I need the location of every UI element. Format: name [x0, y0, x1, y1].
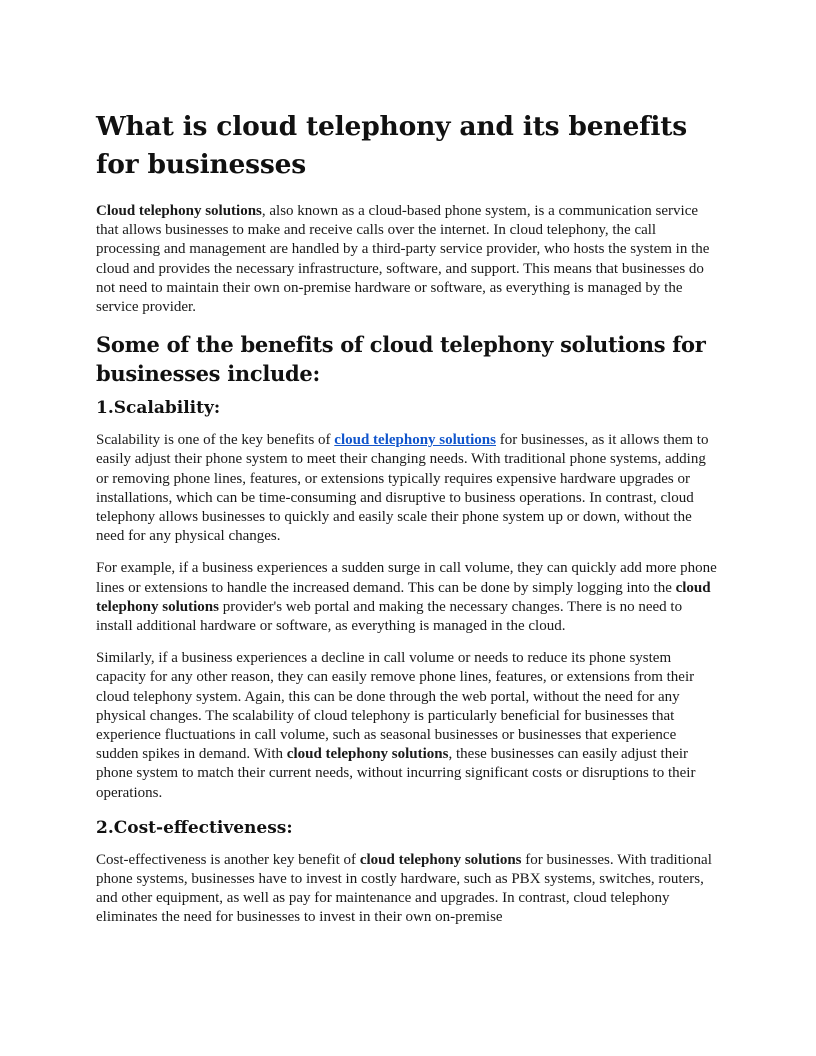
scalability-p2-before: For example, if a business experiences a sudden surge in call volume, they can quickly add more phone lines or extensions to handle the increased demand. This can be done by simply logging into the	[96, 560, 717, 596]
cost-p1-before: Cost-effectiveness is another key benefit of	[96, 851, 360, 868]
scalability-paragraph-1	[96, 431, 722, 546]
scalability-p2-after: provider's web portal and making the necessary changes. There is no need to install additional hardware or software, as everything is managed in the cloud.	[96, 598, 683, 635]
scalability-p1-before: Scalability is one of the key benefits of	[96, 432, 335, 449]
page-title: What is cloud telephony and its benefits for businesses	[96, 111, 687, 180]
scalability-p3-before: Similarly, if a business experiences a decline in call volume or needs to reduce its phone system capacity for any other reason, they can easily remove phone lines, features, or extensions from their cloud telephony system. Again, this can be done through the web portal, without the need for any physical changes. The scalability of cloud telephony is particularly beneficial for businesses that experience fluctuations in call volume, such as seasonal businesses or businesses that experience sudden spikes in demand. With	[96, 650, 695, 763]
scalability-p2-bold: cloud telephony solutions	[96, 579, 711, 615]
scalability-p3-bold: cloud telephony solutions	[286, 746, 449, 763]
scalability-p3-after: , these businesses can easily adjust their phone system to match their current needs, without incurring significant costs or disruptions to their operations.	[96, 746, 696, 801]
cost-heading: 2.Cost-effectiveness:	[96, 817, 293, 838]
cloud-telephony-link[interactable]: cloud telephony solutions	[334, 432, 496, 449]
benefits-heading: Some of the benefits of cloud telephony solutions for businesses include:	[96, 332, 706, 387]
cost-p1-after: for businesses. With traditional phone systems, businesses have to invest in costly hardware, such as PBX systems, switches, routers, and other equipment, as well as pay for maintenance and upgrades. In contrast, cloud telephony eliminates the need for businesses to invest in their own on-premise	[96, 851, 712, 926]
intro-bold-term: Cloud telephony solutions	[96, 203, 262, 219]
scalability-heading: 1.Scalability:	[96, 398, 221, 419]
intro-text: , also known as a cloud-based phone system, is a communication service that allows businesses to make and receive calls over the internet. In cloud telephony, the call processing and management are handled by a third-party service provider, who hosts the system in the cloud and provides the necessary infrastructure, software, and support. This means that businesses do not need to maintain their own on-premise hardware or software, as everything is managed by the service provider.	[96, 203, 710, 316]
document-page	[96, 108, 722, 941]
cost-p1-bold: cloud telephony solutions	[359, 851, 522, 868]
scalability-paragraph-2	[96, 559, 722, 636]
intro-paragraph	[96, 202, 722, 317]
cost-paragraph-1	[96, 851, 722, 928]
scalability-p1-after: for businesses, as it allows them to easily adjust their phone system to meet their changing needs. With traditional phone systems, adding or removing phone lines, features, or extensions typically requires expensive hardware upgrades or installations, which can be time-consuming and disruptive to business operations. In contrast, cloud telephony allows businesses to quickly and easily scale their phone system up or down, without the need for any physical changes.	[96, 432, 709, 545]
scalability-paragraph-3	[96, 649, 722, 803]
